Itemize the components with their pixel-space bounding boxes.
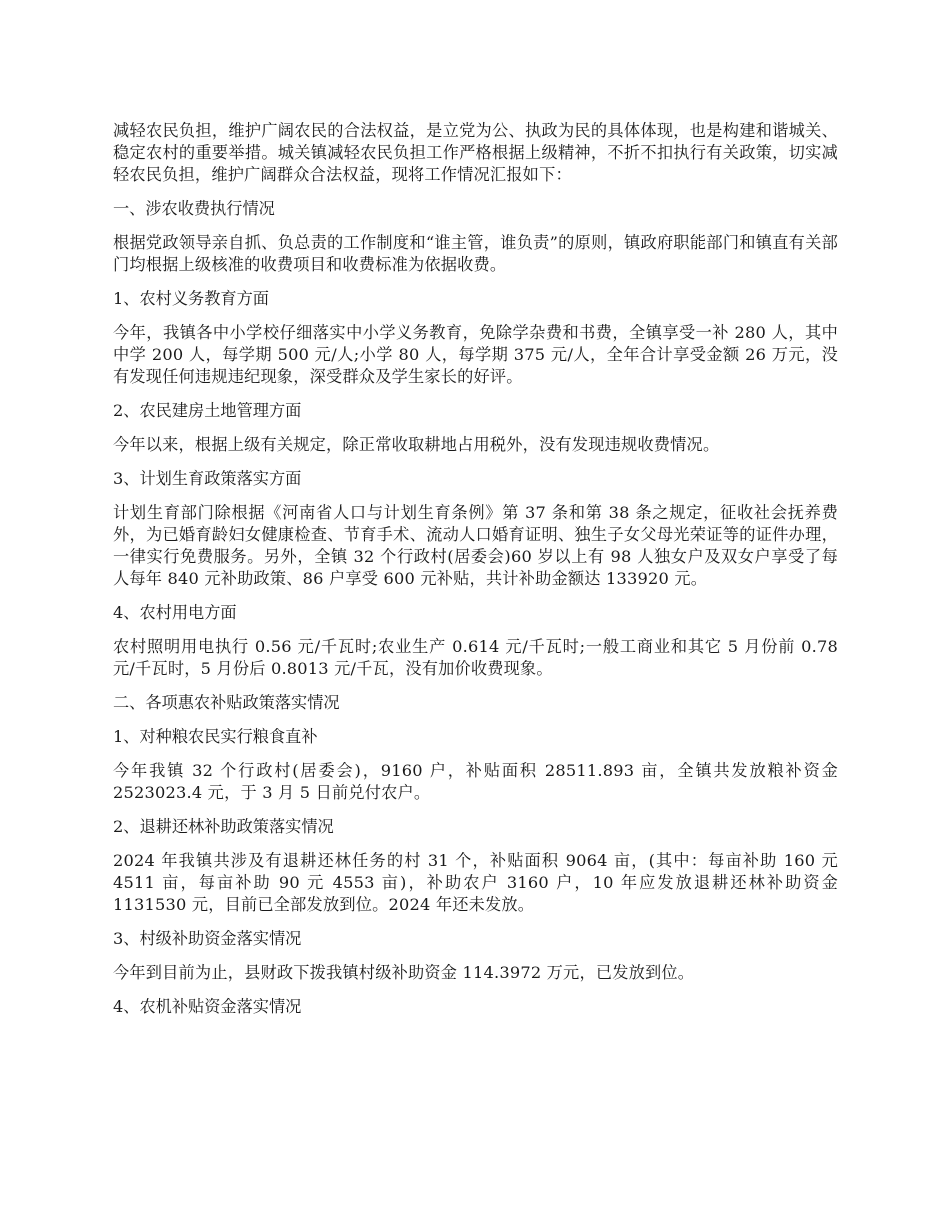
subheading-compulsory-education: 1、农村义务教育方面	[113, 289, 269, 308]
subheading-grain-subsidy: 1、对种粮农民实行粮食直补	[113, 727, 318, 746]
subheading-rural-electricity: 4、农村用电方面	[113, 603, 237, 622]
fee-execution-paragraph: 根据党政领导亲自抓、负总责的工作制度和“谁主管，谁负责”的原则，镇政府职能部门和镇直有关部门均根据上级核准的收费项目和收费标准为依据收费。	[113, 233, 838, 274]
housing-land-paragraph: 今年以来，根据上级有关规定，除正常收取耕地占用税外，没有发现违规收费情况。	[113, 435, 720, 454]
grain-subsidy-paragraph: 今年我镇 32 个行政村(居委会)，9160 户，补贴面积 28511.893 亩，全镇共发放粮补资金 2523023.4 元，于 3 月 5 日前兑付农户。	[113, 761, 838, 802]
subheading-housing-land: 2、农民建房土地管理方面	[113, 401, 302, 420]
subheading-family-planning: 3、计划生育政策落实方面	[113, 469, 302, 488]
subheading-village-subsidy: 3、村级补助资金落实情况	[113, 929, 302, 948]
village-subsidy-paragraph: 今年到目前为止，县财政下拨我镇村级补助资金 114.3972 万元，已发放到位。	[113, 963, 695, 982]
compulsory-education-paragraph: 今年，我镇各中小学校仔细落实中小学义务教育，免除学杂费和书费，全镇享受一补 280 人，其中中学 200 人，每学期 500 元/人;小学 80 人，每学期 375 元/人，全年合计享受金额 26 万元，没有发现任何违规违纪现象，深受群众及学生家长的好评。	[113, 323, 838, 386]
rural-electricity-paragraph: 农村照明用电执行 0.56 元/千瓦时;农业生产 0.614 元/千瓦时;一般工商业和其它 5 月份前 0.78 元/千瓦时，5 月份后 0.8013 元/千瓦，没有加价收费现象。	[113, 637, 838, 678]
section-heading-fee-execution: 一、涉农收费执行情况	[113, 199, 275, 218]
subheading-reforestation-subsidy: 2、退耕还林补助政策落实情况	[113, 817, 334, 836]
family-planning-paragraph: 计划生育部门除根据《河南省人口与计划生育条例》第 37 条和第 38 条之规定，征收社会抚养费外，为已婚育龄妇女健康检查、节育手术、流动人口婚育证明、独生子女父母光荣证等的证件办理，一律实行免费服务。另外，全镇 32 个行政村(居委会)60 岁以上有 98 人独女户及双女户享受了每人每年 840 元补助政策、86 户享受 600 元补贴，共计补助金额达 133920 元。	[113, 503, 838, 588]
section-heading-subsidy-policies: 二、各项惠农补贴政策落实情况	[113, 693, 340, 712]
reforestation-subsidy-paragraph: 2024 年我镇共涉及有退耕还林任务的村 31 个，补贴面积 9064 亩，(其中：每亩补助 160 元 4511 亩，每亩补助 90 元 4553 亩)，补助农户 3160 户，10 年应发放退耕还林补助资金 1131530 元，目前已全部发放到位。2024 年还未发放。	[113, 851, 838, 914]
intro-paragraph: 减轻农民负担，维护广阔农民的合法权益，是立党为公、执政为民的具体体现，也是构建和谐城关、稳定农村的重要举措。城关镇减轻农民负担工作严格根据上级精神，不折不扣执行有关政策，切实减轻农民负担，维护广阔群众合法权益，现将工作情况汇报如下：	[113, 121, 838, 184]
subheading-machinery-subsidy: 4、农机补贴资金落实情况	[113, 997, 302, 1016]
document-page	[113, 120, 838, 1030]
